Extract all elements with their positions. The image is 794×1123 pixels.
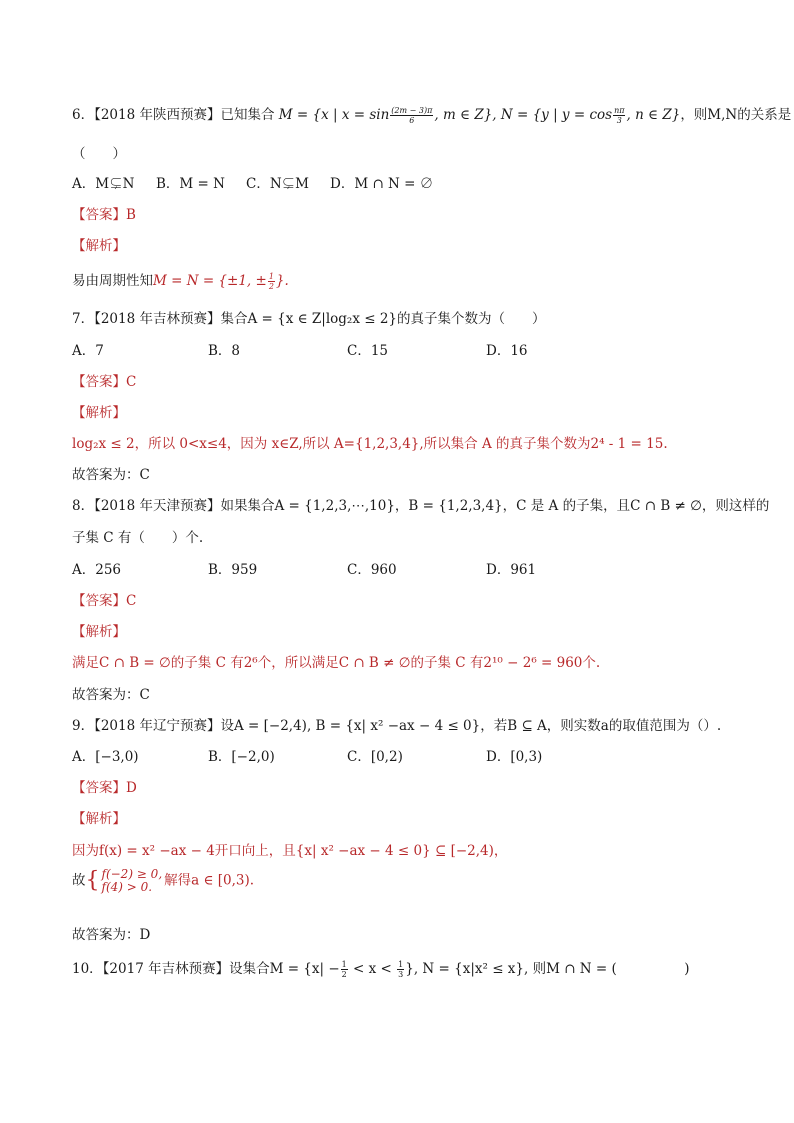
q6-solution-frac-den: 2 (268, 282, 274, 291)
q10-frac-1 (341, 960, 348, 979)
q9-option-d: D．[0,3) (486, 749, 543, 765)
q9-answer: 【答案】D (72, 780, 137, 796)
q6-option-b: B．M = N (156, 176, 225, 192)
q6-frac-m-den: 6 (409, 116, 415, 125)
q8-option-d: D．961 (486, 562, 537, 578)
q6-stem (72, 106, 791, 125)
q8-answer: 【答案】C (72, 593, 137, 609)
q9-system-row1: f(−2) ≥ 0, (101, 867, 163, 881)
q6-frac-m-num: (2m − 3)π (391, 106, 433, 115)
q9-solution-gu: 故 (72, 872, 86, 889)
q9-option-c: C．[0,2) (347, 749, 403, 765)
q6-option-a: A．M⊊N (72, 176, 135, 192)
q6-solution-math-head: M = N = {±1, ± (153, 273, 267, 289)
q8-option-b: B．959 (208, 562, 258, 578)
q9-system-row2: f(4) > 0. (101, 880, 153, 894)
q6-paren: （ ） (72, 146, 126, 162)
q7-final: 故答案为：C (72, 467, 150, 483)
q8-stem-line2: 子集 C 有（ ）个. (72, 530, 204, 546)
q6-solution-frac (268, 272, 275, 291)
q8-option-c: C．960 (347, 562, 397, 578)
q6-solution-frac-num: 1 (268, 272, 274, 281)
q10-frac-2-den: 3 (398, 970, 404, 979)
q6-option-d: D．M ∩ N = ∅ (330, 176, 434, 192)
q9-option-a: A．[−3,0) (72, 749, 139, 765)
q9-option-b: B．[−2,0) (208, 749, 275, 765)
q6-source: 【2018 年陕西预赛】 (94, 107, 221, 123)
q8-final: 故答案为：C (72, 687, 150, 703)
q6-solution (72, 272, 289, 291)
q6-number: 6． (72, 107, 95, 123)
q6-frac-m (390, 106, 433, 125)
q6-frac-n-num: nπ (614, 106, 625, 115)
q9-final: 故答案为：D (72, 927, 151, 943)
q10-stem (72, 960, 690, 979)
q9-solution-line2 (72, 868, 254, 894)
q7-option-d: D．16 (486, 343, 528, 359)
q7-stem: 7．【2018 年吉林预赛】集合A = {x ∈ Z|log₂x ≤ 2}的真子集个数为（ ） (72, 311, 546, 327)
q9-stem: 9．【2018 年辽宁预赛】设A = [−2,4), B = {x| x² −ax − 4 ≤ 0}，若B ⊆ A，则实数a的取值范围为（）. (72, 718, 722, 734)
q7-option-b: B．8 (208, 343, 241, 359)
q8-option-a: A．256 (72, 562, 122, 578)
q7-answer: 【答案】C (72, 374, 137, 390)
q6-set-n-tail: , n ∈ Z} (626, 107, 681, 123)
q6-solution-text: 易由周期性知 (72, 273, 153, 289)
q10-frac-2-num: 1 (398, 960, 404, 969)
q10-stem-mid: < x < (348, 961, 397, 977)
q9-solution-result: 解得a ∈ [0,3). (164, 872, 255, 889)
q10-frac-1-num: 1 (341, 960, 347, 969)
q10-frac-2 (397, 960, 404, 979)
q9-system (102, 868, 163, 894)
q6-stem-b: ，则M,N的关系是 (680, 107, 792, 123)
q10-stem-b: }, N = {x|x² ≤ x}, 则M ∩ N = ( ) (405, 961, 690, 977)
q6-analysis-tag: 【解析】 (72, 238, 126, 254)
q10-stem-a: 10．【2017 年吉林预赛】设集合M = {x| − (72, 961, 340, 977)
q6-solution-math (153, 273, 289, 289)
q6-frac-n (613, 106, 625, 125)
q6-solution-math-end: }. (275, 273, 289, 289)
q8-analysis-tag: 【解析】 (72, 624, 126, 640)
q6-frac-n-den: 3 (616, 116, 622, 125)
q6-set-m-head: M = {x | x = sin (278, 107, 390, 123)
q7-option-a: A．7 (72, 343, 104, 359)
q7-analysis-tag: 【解析】 (72, 405, 126, 421)
q10-frac-1-den: 2 (341, 970, 347, 979)
q7-option-c: C．15 (347, 343, 389, 359)
q6-set-m (279, 107, 681, 123)
q9-system-brace-icon: { (85, 868, 100, 893)
q6-option-c: C．N⊊M (246, 176, 309, 192)
q6-set-m-tail: , m ∈ Z}, N = {y | y = cos (434, 107, 613, 123)
q8-stem-line1: 8．【2018 年天津预赛】如果集合A = {1,2,3,⋯,10}，B = {1,2,3,4}，C 是 A 的子集，且C ∩ B ≠ ∅，则这样的 (72, 498, 770, 514)
q6-stem-a: 已知集合 (220, 107, 275, 123)
q9-solution-line1: 因为f(x) = x² −ax − 4开口向上，且{x| x² −ax − 4 ≤ 0} ⊆ [−2,4)， (72, 843, 508, 859)
q8-solution: 满足C ∩ B = ∅的子集 C 有2⁶个，所以满足C ∩ B ≠ ∅的子集 C 有2¹⁰ − 2⁶ = 960个. (72, 655, 601, 671)
q7-solution: log₂x ≤ 2，所以 0<x≤4，因为 x∈Z,所以 A={1,2,3,4},所以集合 A 的真子集个数为2⁴ - 1 = 15. (72, 436, 668, 452)
q6-answer: 【答案】B (72, 207, 136, 223)
q9-analysis-tag: 【解析】 (72, 811, 126, 827)
